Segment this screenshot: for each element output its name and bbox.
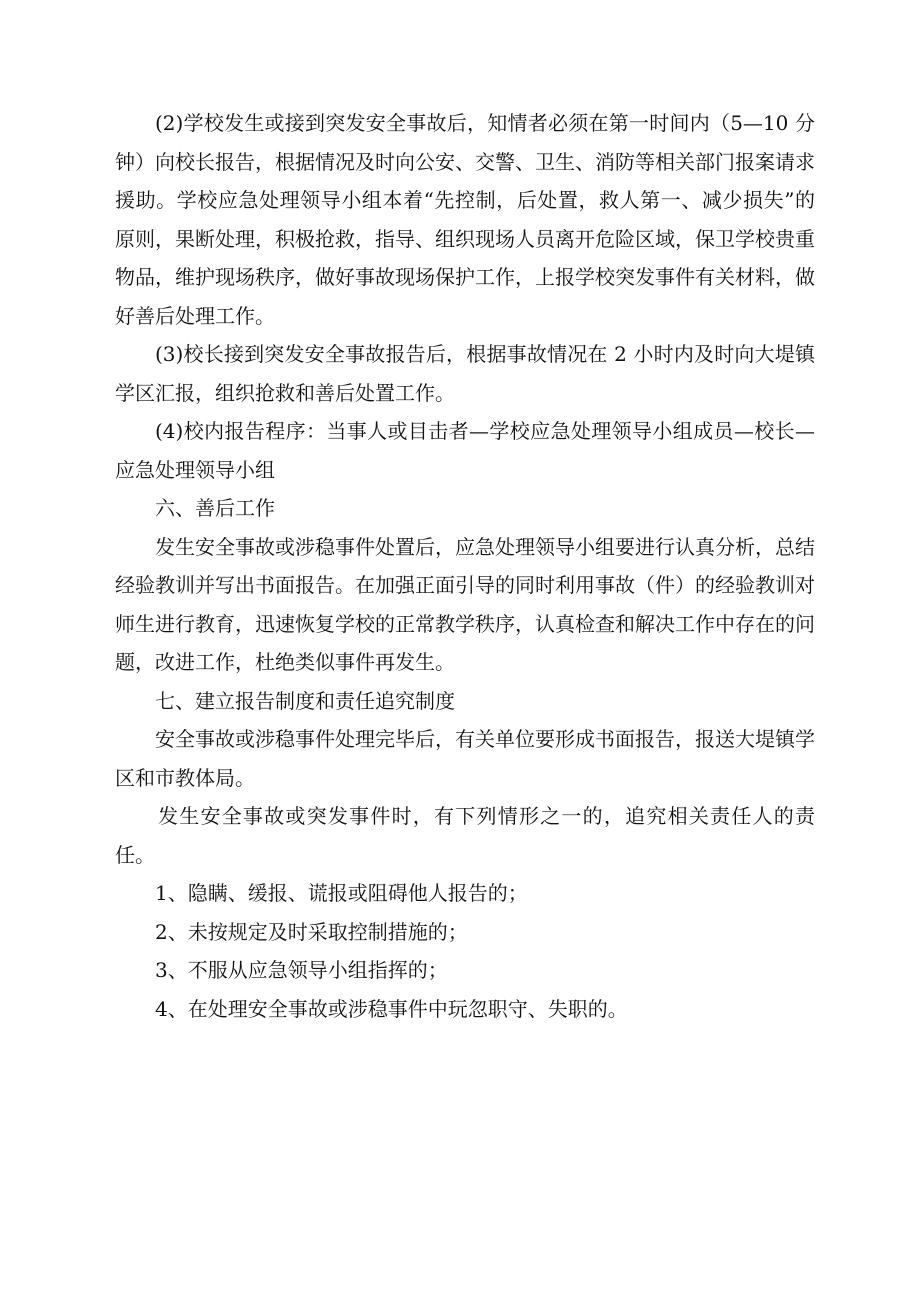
paragraph-written-report: 安全事故或涉稳事件处理完毕后，有关单位要形成书面报告，报送大堤镇学区和市教体局。 — [115, 727, 815, 790]
list-item-accountability-2: 2、未按规定及时采取控制措施的； — [155, 919, 468, 944]
paragraph-accountability: 发生安全事故或突发事件时，有下列情形之一的，追究相关责任人的责任。 — [115, 804, 815, 867]
list-item-accountability-3: 3、不服从应急领导小组指挥的； — [155, 958, 448, 982]
document-page — [115, 104, 815, 1028]
paragraph-report-procedure-3: (3)校长接到突发安全事故报告后，根据事故情况在 2 小时内及时向大堤镇学区汇报，组织抢救和善后处置工作。 — [115, 342, 815, 405]
list-item-accountability-4: 4、在处理安全事故或涉稳事件中玩忽职守、失职的。 — [155, 996, 628, 1021]
list-item-accountability-1: 1、隐瞒、缓报、谎报或阻碍他人报告的； — [155, 881, 528, 905]
section-heading-aftermath: 六、善后工作 — [155, 496, 275, 520]
section-heading-reporting-system: 七、建立报告制度和责任追究制度 — [155, 688, 455, 713]
paragraph-aftermath: 发生安全事故或涉稳事件处置后，应急处理领导小组要进行认真分析，总结经验教训并写出书面报告。在加强正面引导的同时利用事故（件）的经验教训对师生进行教育，迅速恢复学校的正常教学秩序，认真检查和解决工作中存在的问题，改进工作，杜绝类似事件再发生。 — [115, 534, 815, 674]
paragraph-report-procedure-4: (4)校内报告程序：当事人或目击者—学校应急处理领导小组成员—校长—应急处理领导小组 — [115, 419, 815, 482]
paragraph-report-procedure-2: (2)学校发生或接到突发安全事故后，知情者必须在第一时间内（5—10 分钟）向校长报告，根据情况及时向公安、交警、卫生、消防等相关部门报案请求援助。学校应急处理领导小组本着“先控制，后处置，救人第一、减少损失”的原则，果断处理，积极抢救，指导、组织现场人员离开危险区域，保卫学校贵重物品，维护现场秩序，做好事故现场保护工作，上报学校突发事件有关材料，做好善后处理工作。 — [115, 111, 815, 328]
